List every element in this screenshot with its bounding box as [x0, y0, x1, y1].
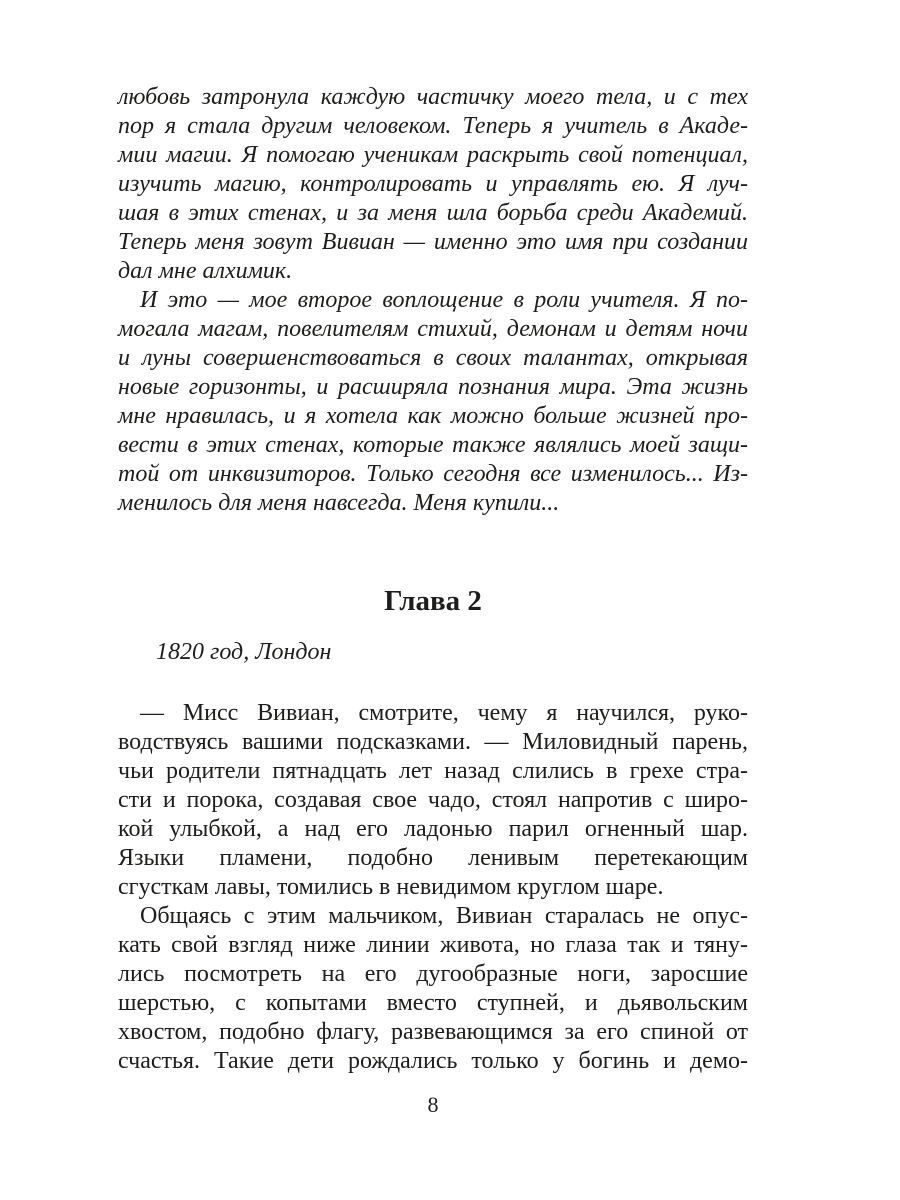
text-line	[118, 699, 748, 728]
text-line-content: менилось для меня навсегда. Меня купили...	[118, 490, 560, 516]
text-line	[118, 989, 748, 1018]
text-line-content: мии магии. Я помогаю ученикам раскрыть свой потенциал,	[118, 142, 748, 168]
text-line	[118, 228, 748, 257]
text-line	[118, 1018, 748, 1047]
text-line	[118, 257, 748, 286]
text-line	[118, 315, 748, 344]
text-line	[118, 373, 748, 402]
text-line-content: шерстью, с копытами вместо ступней, и дьявольским	[118, 990, 748, 1016]
text-line	[118, 402, 748, 431]
text-line-content: Языки пламени, подобно ленивым перетекающим	[118, 845, 748, 871]
intro-italic-text	[118, 83, 748, 518]
text-line	[118, 786, 748, 815]
text-line	[118, 757, 748, 786]
body-text	[118, 699, 748, 1076]
text-line-content: лись посмотреть на его дугообразные ноги, заросшие	[118, 961, 748, 987]
text-line-content: сти и порока, создавая свое чадо, стоял напротив с широ-	[118, 787, 748, 813]
text-line	[118, 112, 748, 141]
text-line	[118, 199, 748, 228]
text-line	[118, 431, 748, 460]
text-line-content: дал мне алхимик.	[118, 258, 293, 284]
text-line-content: счастья. Такие дети рождались только у богинь и демо-	[118, 1048, 748, 1074]
text-line	[118, 141, 748, 170]
text-line	[118, 902, 748, 931]
text-line	[118, 83, 748, 112]
text-line	[118, 931, 748, 960]
text-line	[118, 170, 748, 199]
text-line-content: водствуясь вашими подсказками. — Миловидный парень,	[118, 729, 748, 755]
chapter-heading: Глава 2	[384, 585, 482, 617]
text-line	[118, 344, 748, 373]
chapter-subtitle: 1820 год, Лондон	[156, 639, 332, 665]
text-line	[118, 286, 748, 315]
text-line-content: чьи родители пятнадцать лет назад слились в грехе стра-	[118, 758, 748, 784]
text-line-content: сгусткам лавы, томились в невидимом круглом шаре.	[118, 874, 664, 900]
text-line-content: — Мисс Вивиан, смотрите, чему я научился, руко-	[140, 700, 748, 726]
text-line	[118, 815, 748, 844]
text-line	[118, 960, 748, 989]
text-line-content: любовь затронула каждую частичку моего тела, и с тех	[118, 84, 748, 110]
page-number: 8	[427, 1092, 439, 1117]
text-line-content: И это — мое второе воплощение в роли учителя. Я по-	[140, 287, 748, 313]
text-line	[118, 489, 748, 518]
text-line-content: шая в этих стенах, и за меня шла борьба среди Академий.	[118, 200, 748, 226]
text-line-content: мне нравилась, и я хотела как можно больше жизней про-	[118, 403, 748, 429]
text-line-content: хвостом, подобно флагу, развевающимся за его спиной от	[118, 1019, 748, 1045]
text-line-content: Теперь меня зовут Вивиан — именно это имя при создании	[118, 229, 748, 255]
text-line-content: той от инквизиторов. Только сегодня все изменилось... Из-	[118, 461, 748, 487]
text-line	[118, 873, 748, 902]
text-line-content: и луны совершенствоваться в своих талантах, открывая	[118, 345, 748, 371]
text-line-content: изучить магию, контролировать и управлять ею. Я луч-	[118, 171, 748, 197]
text-line-content: Общаясь с этим мальчиком, Вивиан старалась не опус-	[140, 903, 748, 929]
text-line-content: кой улыбкой, а над его ладонью парил огненный шар.	[118, 816, 748, 842]
text-line-content: пор я стала другим человеком. Теперь я учитель в Акаде-	[118, 113, 748, 139]
text-line	[118, 1047, 748, 1076]
text-line-content: вести в этих стенах, которые также являлись моей защи-	[118, 432, 748, 458]
text-line-content: могала магам, повелителям стихий, демонам и детям ночи	[118, 316, 748, 342]
text-line	[118, 844, 748, 873]
text-line-content: кать свой взгляд ниже линии живота, но глаза так и тяну-	[118, 932, 748, 958]
text-line	[118, 460, 748, 489]
text-line-content: новые горизонты, и расширяла познания мира. Эта жизнь	[118, 374, 748, 400]
text-line	[118, 728, 748, 757]
